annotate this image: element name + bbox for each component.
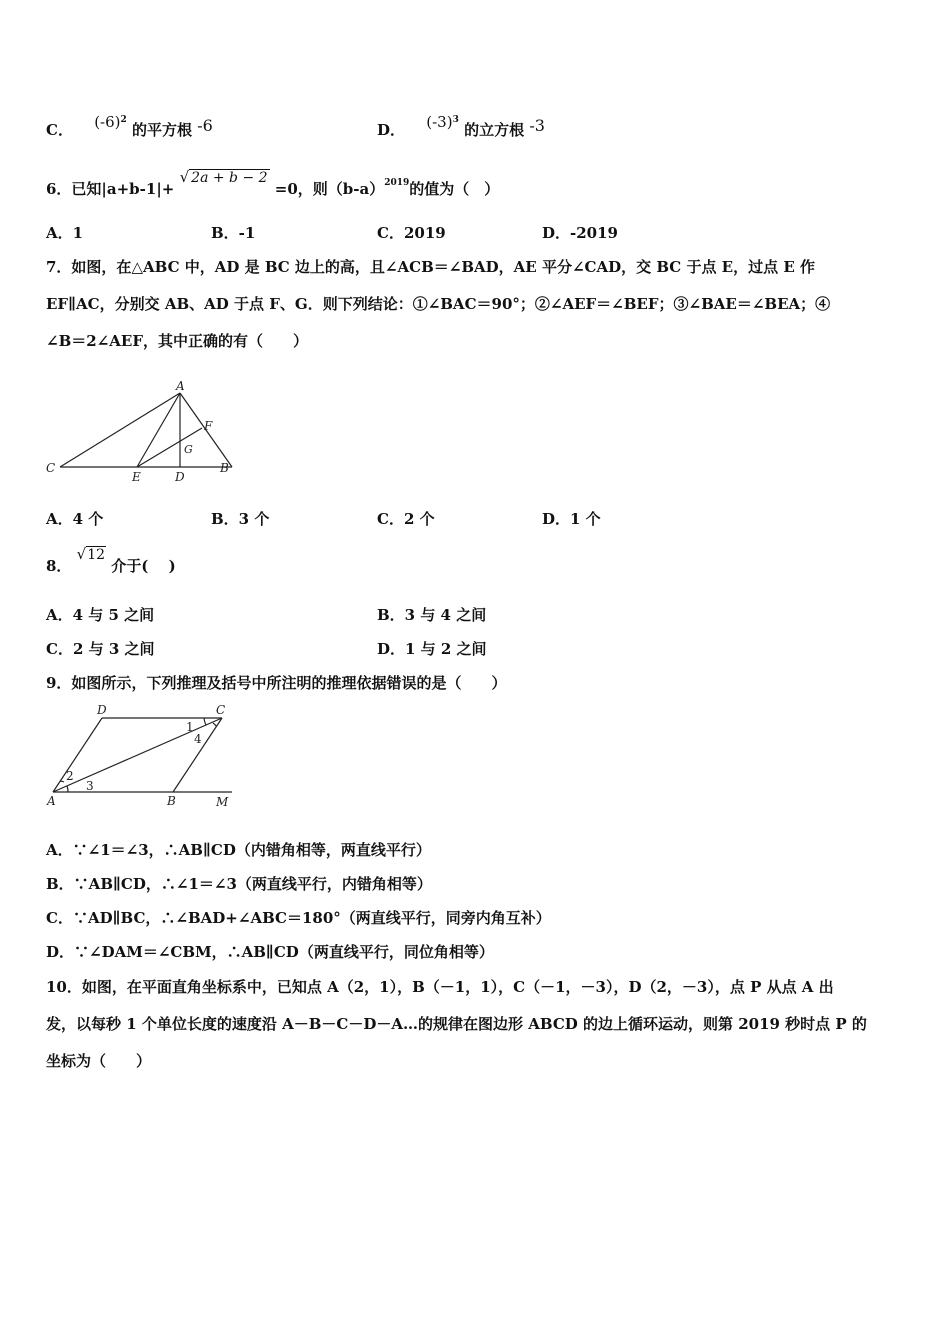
q6-option-c: C．2019 <box>377 224 446 242</box>
label-b: B <box>220 461 229 475</box>
label-g: G <box>184 443 193 456</box>
q6-option-a: A．1 <box>46 224 84 242</box>
label-c: C <box>46 461 56 475</box>
q7-triangle-figure <box>40 380 250 490</box>
q7-option-b: B．3 个 <box>211 510 270 528</box>
q6-stem <box>46 168 500 200</box>
label-d: D <box>97 703 107 717</box>
segment-ca <box>60 393 180 467</box>
label-e: E <box>132 470 141 484</box>
label-d: D <box>175 470 185 484</box>
q5-option-c <box>46 114 213 140</box>
angle-arc-3 <box>67 786 68 792</box>
sqrt-icon: √ <box>179 168 190 186</box>
q8-text: 介于( ) <box>111 557 176 575</box>
math-expression: (-6) <box>94 113 121 131</box>
q6-option-b: B．-1 <box>211 224 256 242</box>
option-text: 的平方根 <box>132 121 193 139</box>
math-value: -6 <box>197 116 213 135</box>
q8-number: 8． <box>46 557 72 575</box>
sqrt-expression <box>180 167 270 188</box>
label-f: F <box>204 419 213 433</box>
q8-option-b: B．3 与 4 之间 <box>377 606 487 624</box>
q9-option-a: A．∵∠1＝∠3，∴AB∥CD（内错角相等，两直线平行） <box>46 841 431 859</box>
label-angle-4: 4 <box>194 732 202 746</box>
q7-option-a: A．4 个 <box>46 510 104 528</box>
q9-option-b: B．∵AB∥CD，∴∠1＝∠3（两直线平行，内错角相等） <box>46 875 432 893</box>
sqrt-icon: √ <box>76 545 87 563</box>
angle-arc-2 <box>60 781 64 782</box>
label-angle-2: 2 <box>66 769 74 783</box>
q6-option-d: D．-2019 <box>542 224 618 242</box>
label-b: B <box>167 794 176 808</box>
q10-stem-line-1: 10．如图，在平面直角坐标系中，已知点 A（2，1），B（－1，1），C（－1，－3），D（2，－3），点 P 从点 A 出 <box>46 978 834 996</box>
option-label: C． <box>46 121 73 139</box>
q7-option-d: D．1 个 <box>542 510 601 528</box>
option-text: 的立方根 <box>464 121 525 139</box>
q9-parallelogram-figure <box>40 700 240 812</box>
q7-option-c: C．2 个 <box>377 510 435 528</box>
q9-option-d: D．∵∠DAM＝∠CBM，∴AB∥CD（两直线平行，同位角相等） <box>46 943 494 961</box>
option-label: D． <box>377 121 406 139</box>
q9-stem: 9．如图所示，下列推理及括号中所注明的推理依据错误的是（ ） <box>46 674 507 692</box>
q10-stem-line-3: 坐标为（ ） <box>46 1052 152 1070</box>
q8-option-a: A．4 与 5 之间 <box>46 606 155 624</box>
label-a: A <box>47 794 56 808</box>
math-value: -3 <box>529 116 545 135</box>
q6-exponent: 2019 <box>384 178 410 188</box>
segment-ac <box>53 718 222 792</box>
q6-suffix-a: =0，则（b-a） <box>274 180 385 198</box>
sqrt-radicand: 12 <box>87 547 106 563</box>
q7-stem-line-2: EF∥AC，分别交 AB、AD 于点 F、G．则下列结论：①∠BAC＝90°；②∠AEF＝∠BEF；③∠BAE＝∠BEA；④ <box>46 295 831 313</box>
sqrt-radicand: 2a + b − 2 <box>191 170 268 186</box>
label-a: A <box>176 380 185 393</box>
angle-arc-1 <box>204 718 206 725</box>
angle-arc-4 <box>213 723 216 726</box>
q10-stem-line-2: 发，以每秒 1 个单位长度的速度沿 A－B－C－D－A…的规律在图边形 ABCD 的边上循环运动，则第 2019 秒时点 P 的 <box>46 1015 867 1033</box>
label-c: C <box>216 703 226 717</box>
sqrt-expression <box>77 544 106 565</box>
q8-option-d: D．1 与 2 之间 <box>377 640 487 658</box>
q8-stem <box>46 545 176 577</box>
math-exponent: 2 <box>120 115 127 125</box>
q8-option-c: C．2 与 3 之间 <box>46 640 155 658</box>
q7-stem-line-1: 7．如图，在△ABC 中，AD 是 BC 边上的高，且∠ACB＝∠BAD，AE 平分∠CAD，交 BC 于点 E，过点 E 作 <box>46 258 815 276</box>
q5-option-d <box>377 114 545 140</box>
label-m: M <box>216 795 229 809</box>
q6-suffix-b: 的值为（ ） <box>409 180 500 198</box>
math-expression: (-3) <box>426 113 453 131</box>
q6-prefix: 6．已知|a+b-1|+ <box>46 180 175 198</box>
q9-option-c: C．∵AD∥BC，∴∠BAD+∠ABC＝180°（两直线平行，同旁内角互补） <box>46 909 551 927</box>
label-angle-3: 3 <box>86 779 94 793</box>
q7-stem-line-3: ∠B＝2∠AEF，其中正确的有（ ） <box>46 332 308 350</box>
math-exponent: 3 <box>452 115 459 125</box>
label-angle-1: 1 <box>186 720 194 734</box>
segment-ae <box>137 393 180 467</box>
